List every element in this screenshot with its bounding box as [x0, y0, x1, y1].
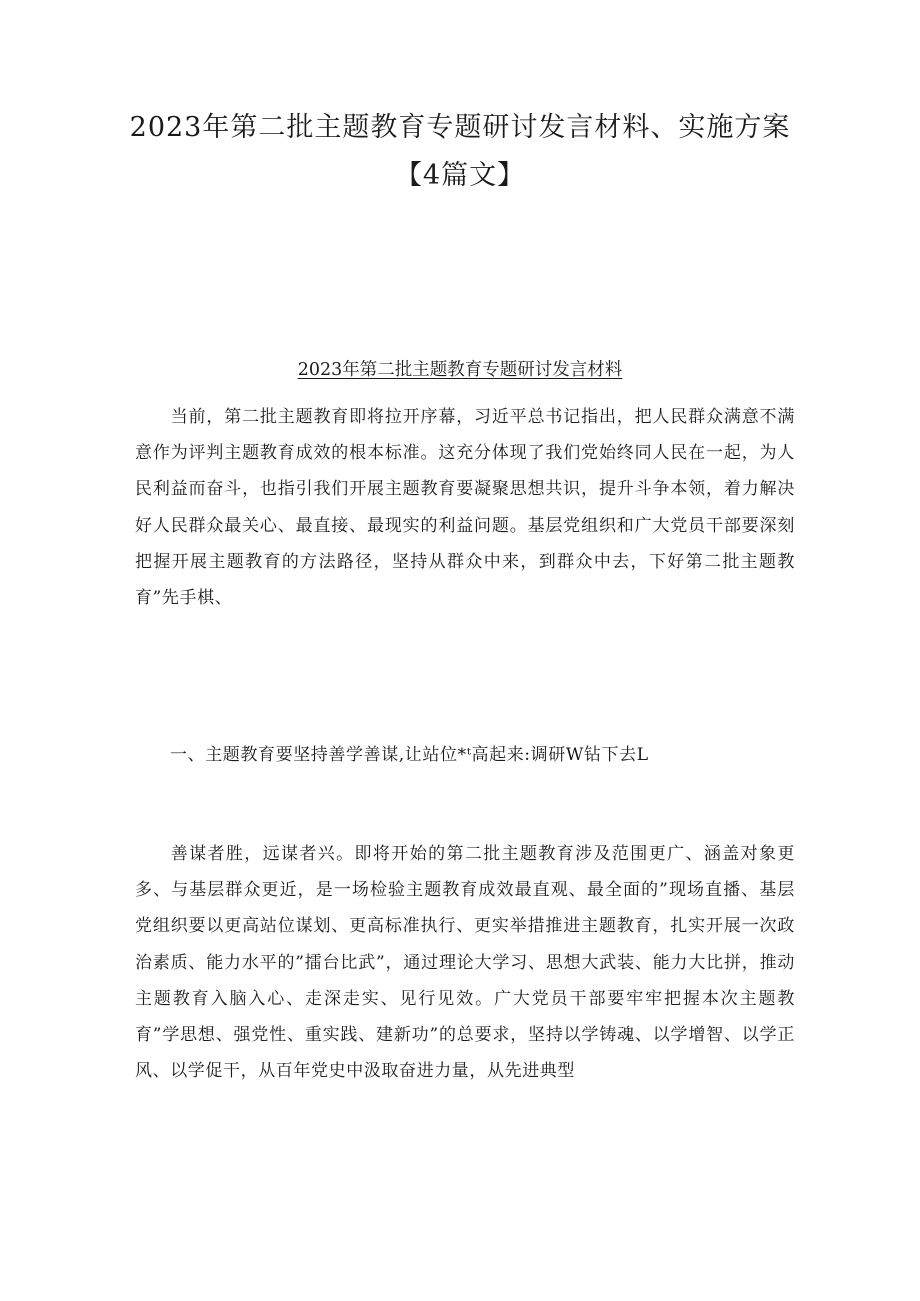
section-title-text: 2023年第二批主题教育专题研讨发言材料: [297, 360, 623, 380]
heading-part-one: 一、主题教育要坚持善学善谋,让站位*ᵗ高起来:调研W钻下去L: [170, 745, 649, 765]
document-title-line-2: 【4篇文】: [394, 160, 526, 191]
paragraph-part-one: 善谋者胜，远谋者兴。即将开始的第二批主题教育涉及范围更广、涵盖对象更多、与基层群众更近，是一场检验主题教育成效最直观、最全面的”现场直播、基层党组织要以更高站位谋划、更高标准执行、更实举措推进主题教育，扎实开展一次政治素质、能力水平的”擂台比武”，通过理论大学习、思想大武装、能力大比拼，推动主题教育入脑入心、走深走实、见行见效。广大党员干部要牢牢把握本次主题教育”学思想、强党性、重实践、建新功”的总要求，坚持以学铸魂、以学增智、以学正风、以学促干，从百年党史中汲取奋进力量，从先进典型: [135, 844, 795, 1082]
section-title: [60, 356, 860, 381]
document-title-line-1: 2023年第二批主题教育专题研讨发言材料、实施方案: [129, 112, 791, 143]
paragraph-intro: 当前，第二批主题教育即将拉开序幕，习近平总书记指出，把人民群众满意不满意作为评判主题教育成效的根本标准。这充分体现了我们党始终同人民在一起，为人民利益而奋斗，也指引我们开展主题教育要凝聚思想共识，提升斗争本领，着力解决好人民群众最关心、最直接、最现实的利益问题。基层党组织和广大党员干部要深刻把握开展主题教育的方法路径，坚持从群众中来，到群众中去，下好第二批主题教育”先手棋、: [135, 407, 795, 609]
